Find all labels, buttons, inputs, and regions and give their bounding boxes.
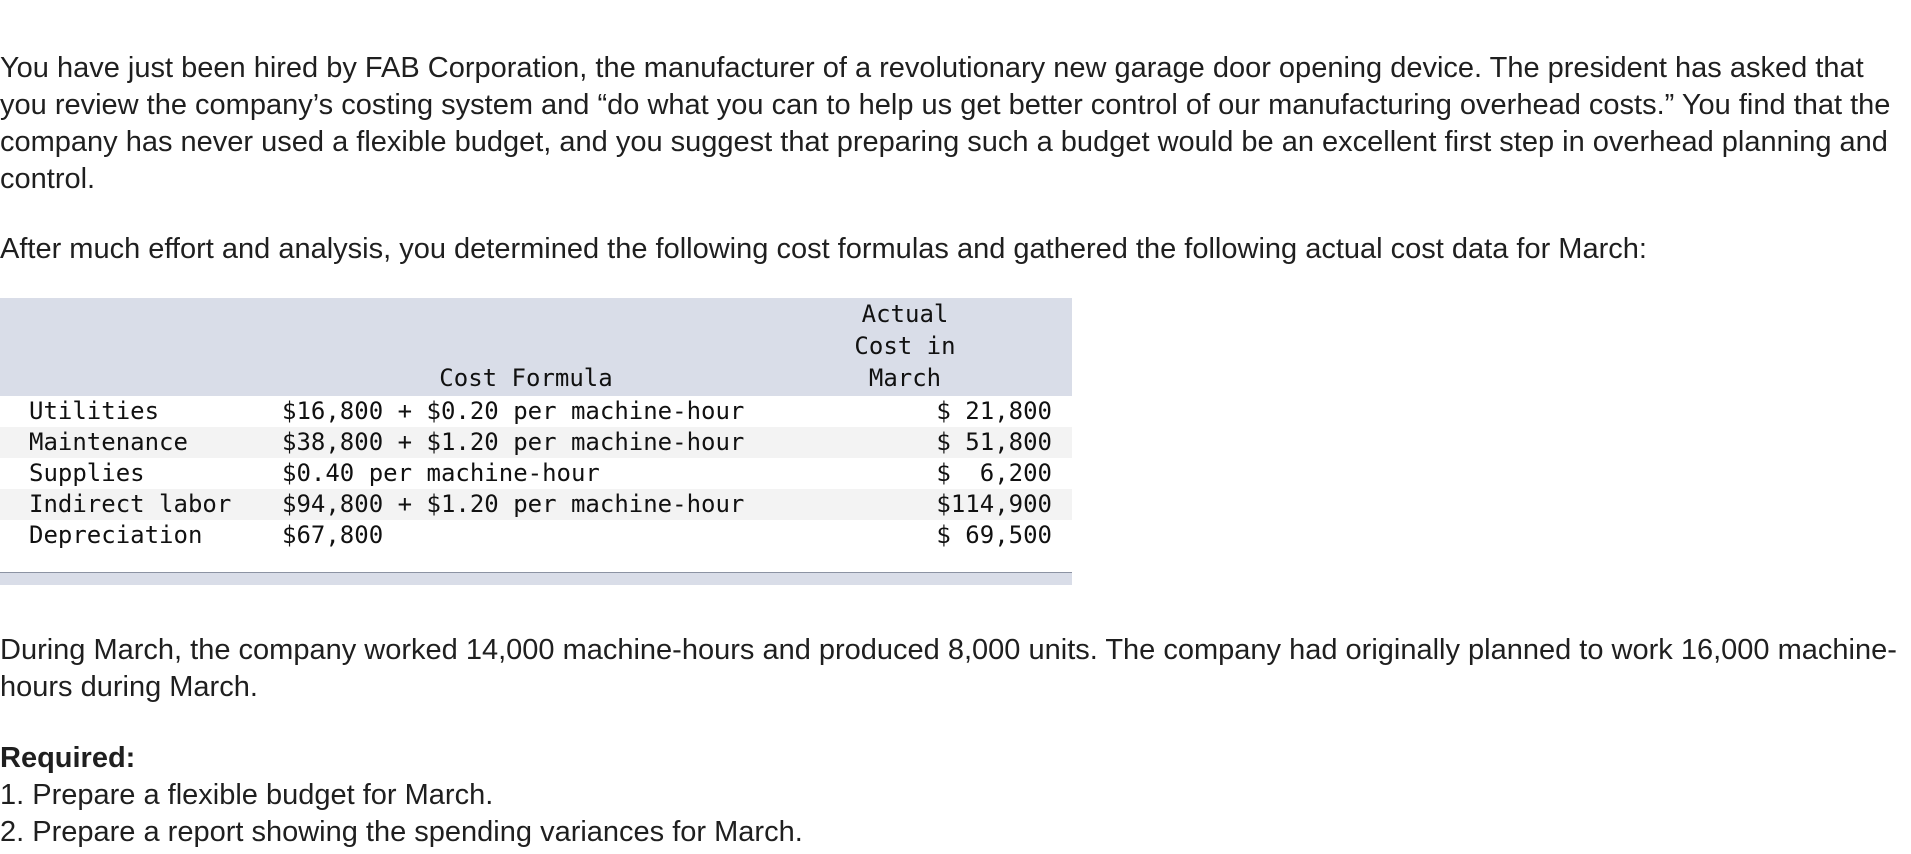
row-formula: $16,800 + $0.20 per machine-hour	[282, 397, 745, 425]
row-actual: $ 6,200	[936, 459, 1052, 487]
row-actual: $ 51,800	[850, 427, 1072, 458]
cost-formula-table	[0, 298, 1072, 573]
table-row	[0, 396, 1072, 427]
row-label: Indirect labor	[0, 489, 282, 520]
row-label: Supplies	[29, 459, 145, 487]
table-row	[0, 458, 1072, 489]
row-formula: $0.40 per machine-hour	[282, 459, 600, 487]
header-pad-cell	[960, 298, 1072, 396]
required-item-2: 2. Prepare a report showing the spending variances for March.	[0, 816, 803, 848]
row-formula: $94,800 + $1.20 per machine-hour	[282, 489, 850, 520]
lead-paragraph: After much effort and analysis, you determined the following cost formulas and gathered the following actual cost data for March:	[0, 233, 1647, 265]
required-heading: Required:	[0, 742, 136, 774]
activity-paragraph: During March, the company worked 14,000 machine-hours and produced 8,000 units. The company had originally planned to work 16,000 machine-hours during March.	[0, 634, 1897, 703]
cost-table-container	[0, 298, 1072, 585]
row-formula: $67,800	[282, 521, 384, 549]
row-actual: $114,900	[850, 489, 1072, 520]
row-label: Utilities	[29, 397, 160, 425]
header-label-cell	[0, 298, 282, 396]
row-actual: $ 69,500	[936, 521, 1052, 549]
row-label: Maintenance	[0, 427, 282, 458]
intro-paragraph: You have just been hired by FAB Corporation, the manufacturer of a revolutionary new garage door opening device. The president has asked that you review the company’s costing system and “do what you can to help us get better control of our manufacturing overhead costs.” You find that the company has never used a flexible budget, and you suggest that preparing such a budget would be an excellent first step in overhead planning and control.	[0, 52, 1891, 195]
row-formula: $38,800 + $1.20 per machine-hour	[282, 427, 850, 458]
table-header-row	[0, 298, 1072, 396]
row-label: Depreciation	[29, 521, 203, 549]
required-item-1: 1. Prepare a flexible budget for March.	[0, 779, 494, 811]
row-actual: $ 21,800	[936, 397, 1052, 425]
problem-content	[0, 50, 1900, 851]
header-actual-cost	[850, 298, 960, 396]
header-actual-line1: Actual	[861, 300, 949, 328]
header-actual-line2: Cost in	[854, 332, 956, 360]
table-row	[0, 427, 1072, 458]
header-cost-formula: Cost Formula	[282, 298, 850, 396]
table-row	[0, 489, 1072, 520]
table-row	[0, 520, 1072, 573]
header-actual-line3: March	[868, 364, 942, 392]
